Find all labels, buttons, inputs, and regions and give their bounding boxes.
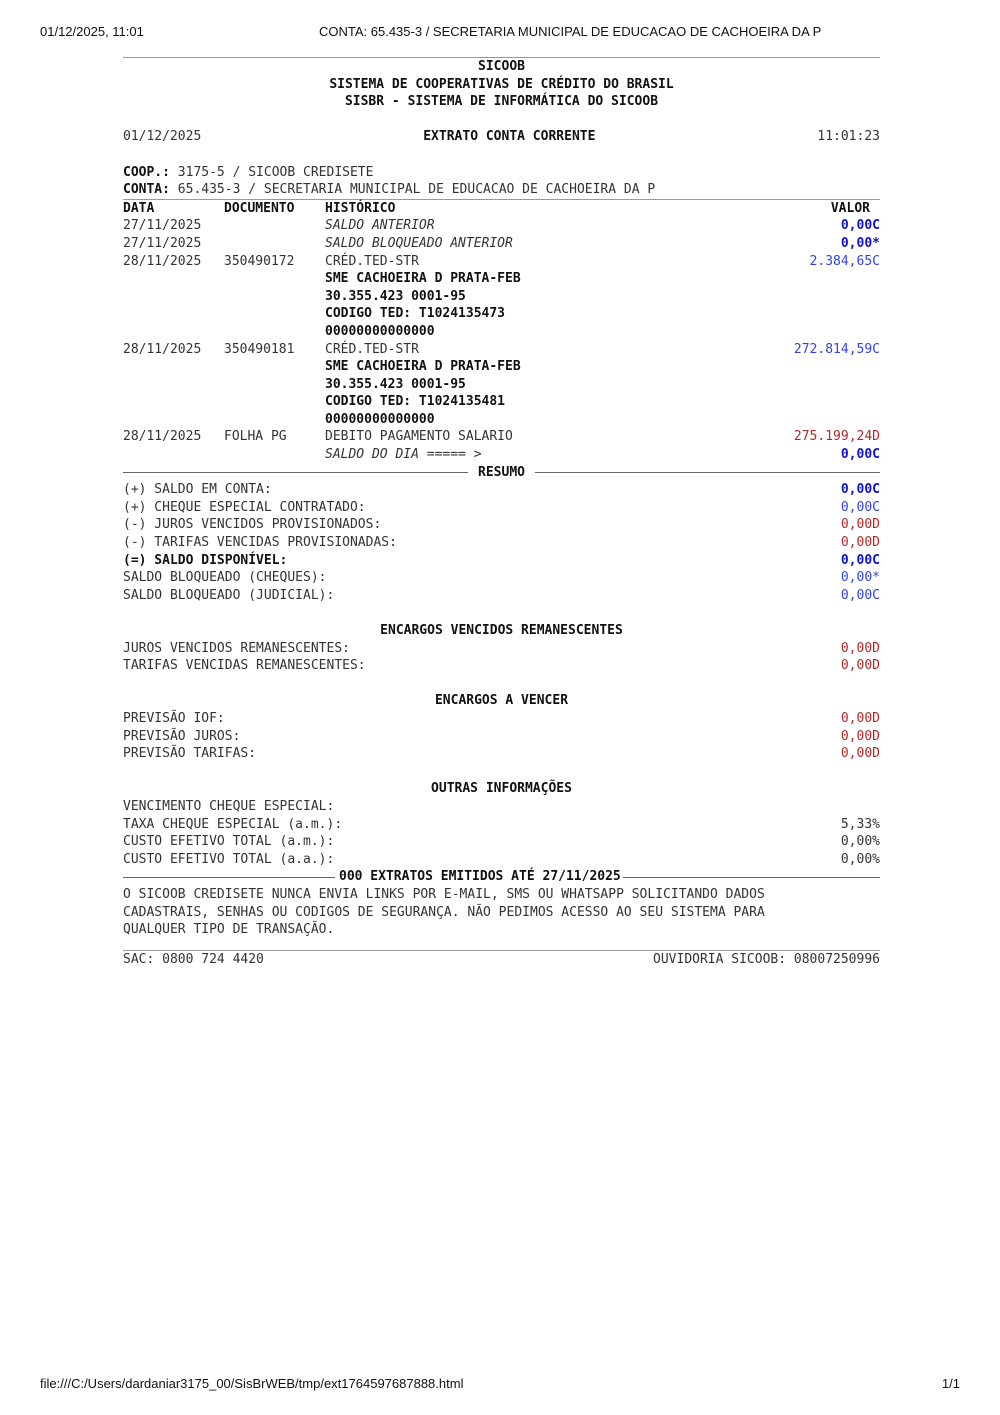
outras-label: CUSTO EFETIVO TOTAL (a.m.):	[123, 834, 335, 850]
print-header	[0, 24, 1000, 44]
contact-row	[123, 951, 880, 969]
resumo-title: RESUMO	[478, 464, 525, 480]
statement-date: 01/12/2025	[123, 129, 202, 145]
row-hist: 00000000000000	[325, 323, 435, 339]
statement-title-row	[123, 128, 880, 146]
outras-value: 0,00%	[840, 851, 880, 867]
resumo-item	[123, 516, 880, 534]
ouvidoria-phone: OUVIDORIA SICOOB: 08007250996	[653, 951, 880, 967]
row-date: 28/11/2025	[123, 429, 202, 445]
row-value: 2.384,65C	[809, 253, 880, 269]
row-value: 0,00*	[840, 235, 880, 251]
print-datetime: 01/12/2025, 11:01	[40, 24, 144, 39]
print-title: CONTA: 65.435-3 / SECRETARIA MUNICIPAL DE EDUCACAO DE CACHOEIRA DA P	[319, 24, 822, 39]
encargos-vencer-item	[123, 745, 880, 763]
row-hist: SALDO ANTERIOR	[325, 218, 435, 234]
resumo-label: SALDO BLOQUEADO (JUDICIAL):	[123, 587, 335, 603]
table-row	[123, 411, 880, 429]
resumo-item	[123, 499, 880, 517]
col-header-documento: DOCUMENTO	[224, 200, 295, 216]
resumo-value: 0,00C	[840, 482, 880, 498]
statement-time: 11:01:23	[817, 129, 880, 145]
previsao-label: PREVISÃO JUROS:	[123, 728, 241, 744]
resumo-label: SALDO BLOQUEADO (CHEQUES):	[123, 570, 327, 586]
table-row	[123, 235, 880, 253]
emitted-count: 000 EXTRATOS EMITIDOS ATÉ 27/11/2025	[339, 869, 621, 885]
statement-title: EXTRATO CONTA CORRENTE	[423, 129, 596, 145]
row-hist: SALDO DO DIA ===== >	[325, 447, 482, 463]
row-value: 275.199,24D	[793, 429, 880, 445]
resumo-label: (-) TARIFAS VENCIDAS PROVISIONADAS:	[123, 535, 397, 551]
resumo-label: (+) SALDO EM CONTA:	[123, 482, 272, 498]
resumo-item	[123, 481, 880, 499]
outras-label: CUSTO EFETIVO TOTAL (a.a.):	[123, 851, 335, 867]
resumo-item	[123, 534, 880, 552]
row-doc: 350490172	[224, 253, 295, 269]
col-header-historico: HISTÓRICO	[325, 200, 396, 216]
table-row	[123, 428, 880, 446]
notice-line: CADASTRAIS, SENHAS OU CODIGOS DE SEGURANÇA. NÃO PEDIMOS ACESSO AO SEU SISTEMA PARA	[123, 904, 765, 920]
resumo-item	[123, 552, 880, 570]
table-row	[123, 341, 880, 359]
encargos-value: 0,00D	[840, 640, 880, 656]
outras-label: VENCIMENTO CHEQUE ESPECIAL:	[123, 798, 335, 814]
row-hist: 00000000000000	[325, 411, 435, 427]
row-value: 272.814,59C	[793, 341, 880, 357]
row-date: 28/11/2025	[123, 341, 202, 357]
resumo-label: (-) JUROS VENCIDOS PROVISIONADOS:	[123, 517, 382, 533]
row-hist: DEBITO PAGAMENTO SALARIO	[325, 429, 513, 445]
conta-label: CONTA:	[123, 182, 170, 198]
table-row	[123, 270, 880, 288]
encargos-value: 0,00D	[840, 658, 880, 674]
encargos-vencidos-item	[123, 640, 880, 658]
row-hist: CRÉD.TED-STR	[325, 341, 419, 357]
encargos-vencidos-title: ENCARGOS VENCIDOS REMANESCENTES	[380, 623, 623, 638]
outras-value: 5,33%	[840, 816, 880, 832]
outras-item	[123, 798, 880, 816]
previsao-value: 0,00D	[840, 746, 880, 762]
row-hist: CODIGO TED: T1024135473	[325, 306, 506, 322]
table-row	[123, 288, 880, 306]
outras-item	[123, 833, 880, 851]
table-header	[123, 200, 880, 218]
table-row	[123, 358, 880, 376]
row-value: 0,00C	[840, 447, 880, 463]
resumo-label: (+) CHEQUE ESPECIAL CONTRATADO:	[123, 499, 366, 515]
row-value: 0,00C	[840, 218, 880, 234]
resumo-value: 0,00C	[840, 499, 880, 515]
row-date: 27/11/2025	[123, 218, 202, 234]
row-doc	[224, 217, 325, 235]
previsao-value: 0,00D	[840, 728, 880, 744]
table-row	[123, 305, 880, 323]
coop-value: 3175-5 / SICOOB CREDISETE	[169, 164, 374, 180]
resumo-item	[123, 587, 880, 605]
resumo-item	[123, 569, 880, 587]
row-hist: SME CACHOEIRA D PRATA-FEB	[325, 359, 521, 375]
resumo-divider	[123, 464, 880, 482]
row-doc: FOLHA PG	[224, 429, 287, 445]
table-row	[123, 446, 880, 464]
print-file-url: file:///C:/Users/dardaniar3175_00/SisBrWEB/tmp/ext1764597687888.html	[40, 1376, 464, 1391]
encargos-label: TARIFAS VENCIDAS REMANESCENTES:	[123, 658, 366, 674]
previsao-label: PREVISÃO IOF:	[123, 710, 225, 726]
encargos-vencer-item	[123, 710, 880, 728]
previsao-value: 0,00D	[840, 710, 880, 726]
table-row	[123, 393, 880, 411]
encargos-vencer-title: ENCARGOS A VENCER	[434, 693, 569, 709]
row-hist: CRÉD.TED-STR	[325, 253, 419, 269]
resumo-value: 0,00D	[840, 535, 880, 551]
encargos-vencer-item	[123, 728, 880, 746]
header-sistema: SISTEMA DE COOPERATIVAS DE CRÉDITO DO BRASIL	[329, 76, 674, 92]
outras-value: 0,00%	[840, 834, 880, 850]
row-hist: 30.355.423 0001-95	[325, 376, 466, 392]
outras-item	[123, 816, 880, 834]
emitted-divider	[123, 868, 880, 886]
conta-value: 65.435-3 / SECRETARIA MUNICIPAL DE EDUCACAO DE CACHOEIRA DA P	[169, 182, 656, 198]
resumo-value: 0,00C	[840, 552, 880, 568]
table-row	[123, 217, 880, 235]
row-date: 28/11/2025	[123, 253, 202, 269]
sac-phone: SAC: 0800 724 4420	[123, 951, 264, 967]
row-hist: 30.355.423 0001-95	[325, 288, 466, 304]
col-header-valor: VALOR	[830, 200, 870, 216]
row-hist: CODIGO TED: T1024135481	[325, 394, 506, 410]
col-header-data: DATA	[123, 200, 155, 216]
coop-label: COOP.:	[123, 164, 170, 180]
notice-line: QUALQUER TIPO DE TRANSAÇÃO.	[123, 922, 335, 938]
table-row	[123, 323, 880, 341]
header-sicoob: SICOOB	[478, 59, 525, 74]
row-hist: SALDO BLOQUEADO ANTERIOR	[325, 235, 513, 251]
table-row	[123, 253, 880, 271]
previsao-label: PREVISÃO TARIFAS:	[123, 746, 257, 762]
resumo-value: 0,00C	[840, 587, 880, 603]
row-doc	[224, 235, 325, 253]
resumo-value: 0,00D	[840, 517, 880, 533]
coop-line	[123, 164, 880, 182]
row-doc: 350490181	[224, 341, 295, 357]
table-row	[123, 376, 880, 394]
print-footer	[0, 1376, 1000, 1396]
conta-line	[123, 181, 880, 199]
outras-title: OUTRAS INFORMAÇÕES	[431, 781, 572, 797]
outras-item	[123, 851, 880, 869]
outras-label: TAXA CHEQUE ESPECIAL (a.m.):	[123, 816, 343, 832]
resumo-value: 0,00*	[840, 570, 880, 586]
resumo-label: (=) SALDO DISPONÍVEL:	[123, 552, 288, 568]
notice-line: O SICOOB CREDISETE NUNCA ENVIA LINKS POR E-MAIL, SMS OU WHATSAPP SOLICITANDO DADOS	[123, 886, 765, 902]
header-sisbr: SISBR - SISTEMA DE INFORMÁTICA DO SICOOB	[344, 94, 659, 110]
encargos-label: JUROS VENCIDOS REMANESCENTES:	[123, 640, 350, 656]
print-page-count: 1/1	[941, 1376, 960, 1391]
statement-document	[123, 57, 880, 968]
encargos-vencidos-item	[123, 657, 880, 675]
row-hist: SME CACHOEIRA D PRATA-FEB	[325, 271, 521, 287]
row-date: 27/11/2025	[123, 235, 202, 251]
